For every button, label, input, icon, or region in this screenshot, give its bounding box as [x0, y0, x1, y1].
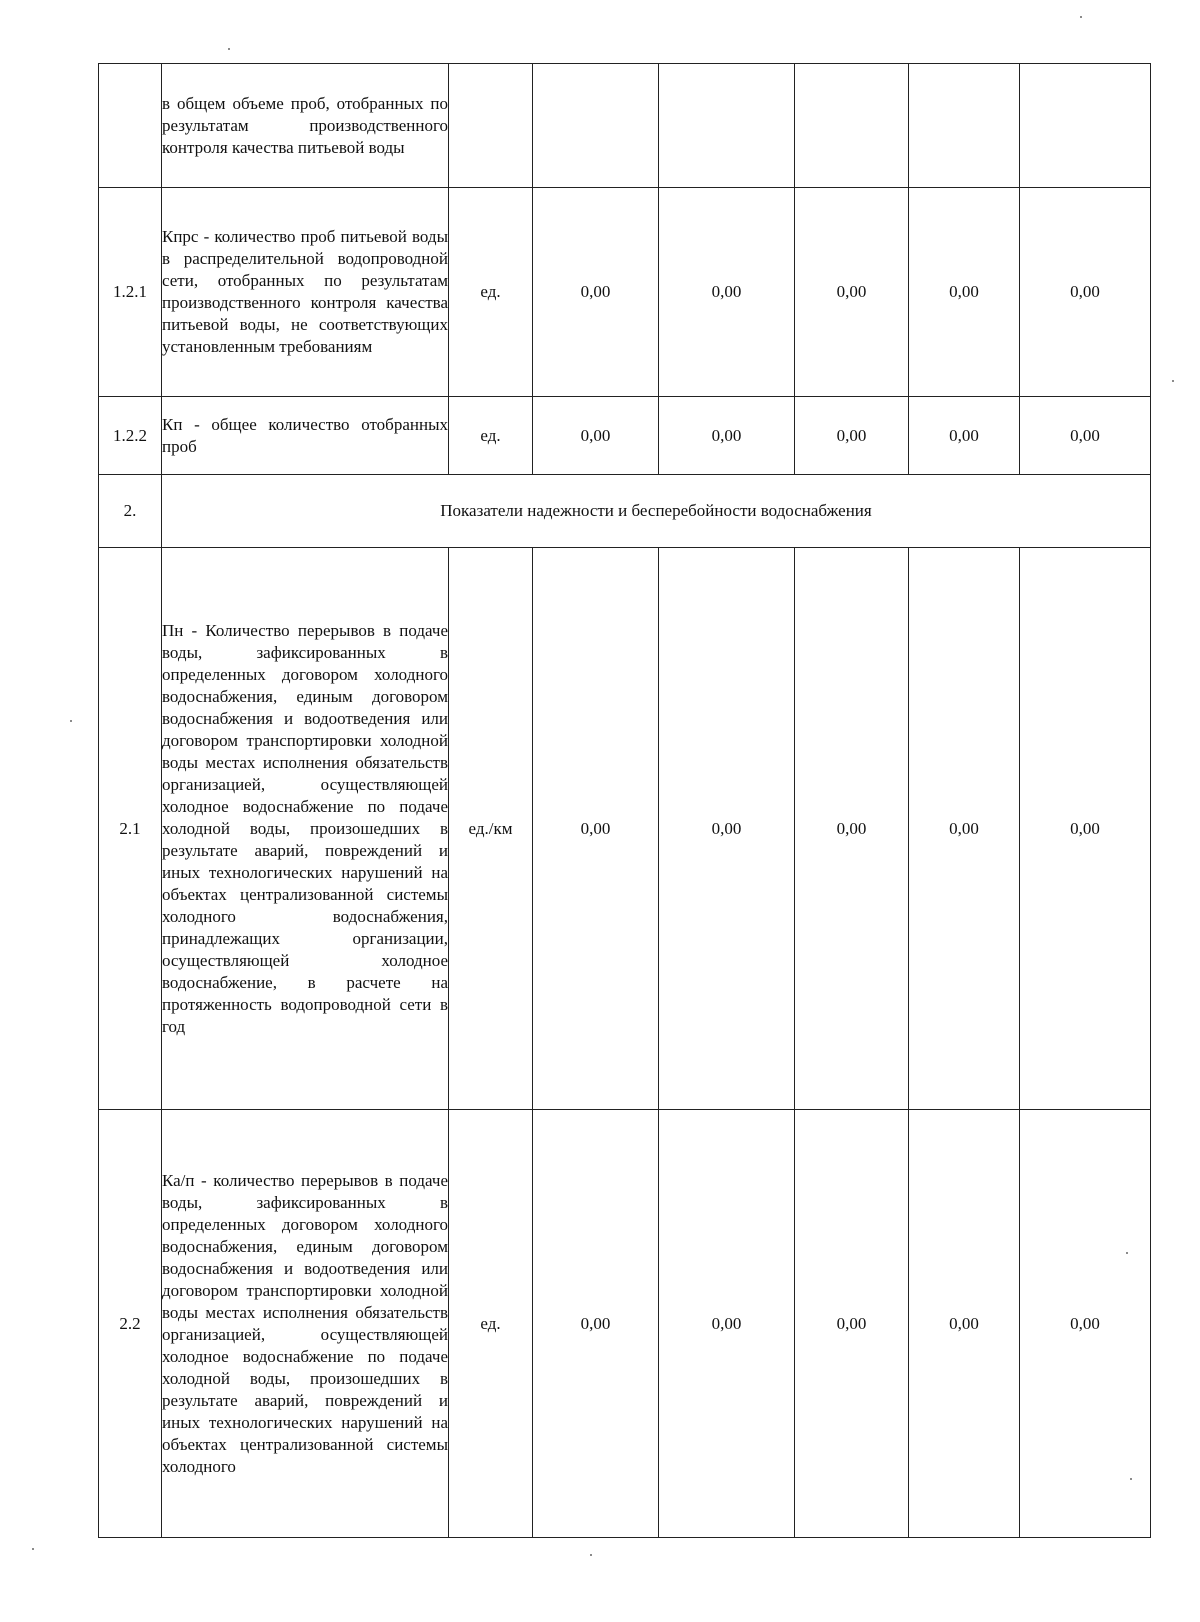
value-cell: 0,00: [1020, 548, 1151, 1110]
value-cell: 0,00: [659, 397, 795, 475]
scan-speck: [1130, 1478, 1132, 1480]
indicator-description: Кпрс - количество проб питьевой воды в распределительной водопроводной сети, отобранных по результатам производственного контроля качества питьевой воды, не соответствующих установленным требованиям: [162, 188, 449, 397]
table-row: [99, 548, 1151, 1110]
table-row: [99, 64, 1151, 188]
scan-speck: [32, 1548, 34, 1550]
indicator-description: Пн - Количество перерывов в подаче воды, зафиксированных в определенных договором холодного водоснабжения, единым договором водоснабжения и водоотведения или договором транспортировки холодной воды местах исполнения обязательств организацией, осуществляющей холодное водоснабжение по подаче холодной воды, произошедших в результате аварий, повреждений и иных технологических нарушений на объектах централизованной системы холодного водоснабжения, принадлежащих организации, осуществляющей холодное водоснабжение, в расчете на протяженность водопроводной сети в год: [162, 548, 449, 1110]
value-cell: 0,00: [795, 188, 909, 397]
unit-cell: ед.: [449, 1110, 533, 1538]
value-cell: 0,00: [909, 548, 1020, 1110]
value-cell: 0,00: [1020, 397, 1151, 475]
scan-speck: [1172, 380, 1174, 382]
scan-speck: [1126, 1252, 1128, 1254]
scan-speck: [590, 1554, 592, 1556]
unit-cell: [449, 64, 533, 188]
unit-cell: ед.: [449, 397, 533, 475]
section-row: [99, 475, 1151, 548]
value-cell: [533, 64, 659, 188]
scan-speck: [70, 720, 72, 722]
value-cell: 0,00: [659, 1110, 795, 1538]
value-cell: [659, 64, 795, 188]
value-cell: 0,00: [795, 548, 909, 1110]
value-cell: 0,00: [909, 397, 1020, 475]
value-cell: 0,00: [533, 1110, 659, 1538]
row-number: 2.1: [99, 548, 162, 1110]
indicator-description: в общем объеме проб, отобранных по результатам производственного контроля качества питьевой воды: [162, 64, 449, 188]
value-cell: 0,00: [909, 1110, 1020, 1538]
value-cell: 0,00: [533, 188, 659, 397]
table-row: [99, 397, 1151, 475]
row-number: 2.2: [99, 1110, 162, 1538]
unit-cell: ед./км: [449, 548, 533, 1110]
value-cell: 0,00: [909, 188, 1020, 397]
scan-speck: [228, 48, 230, 50]
table-row: [99, 1110, 1151, 1538]
value-cell: [795, 64, 909, 188]
table-row: [99, 188, 1151, 397]
scan-speck: [1080, 16, 1082, 18]
value-cell: 0,00: [533, 397, 659, 475]
value-cell: 0,00: [795, 397, 909, 475]
row-number: 1.2.1: [99, 188, 162, 397]
row-number: [99, 64, 162, 188]
value-cell: 0,00: [795, 1110, 909, 1538]
section-number: 2.: [99, 475, 162, 548]
indicator-description: Ка/п - количество перерывов в подаче воды, зафиксированных в определенных договором холодного водоснабжения, единым договором водоснабжения и водоотведения или договором транспортировки холодной воды местах исполнения обязательств организацией, осуществляющей холодное водоснабжение по подаче холодной воды, произошедших в результате аварий, повреждений и иных технологических нарушений на объектах централизованной системы холодного: [162, 1110, 449, 1538]
value-cell: 0,00: [533, 548, 659, 1110]
value-cell: [909, 64, 1020, 188]
row-number: 1.2.2: [99, 397, 162, 475]
indicator-description: Кп - общее количество отобранных проб: [162, 397, 449, 475]
unit-cell: ед.: [449, 188, 533, 397]
value-cell: 0,00: [1020, 188, 1151, 397]
indicators-table: [98, 63, 1151, 1538]
value-cell: [1020, 64, 1151, 188]
value-cell: 0,00: [659, 548, 795, 1110]
value-cell: 0,00: [659, 188, 795, 397]
section-title: Показатели надежности и бесперебойности водоснабжения: [162, 475, 1151, 548]
value-cell: 0,00: [1020, 1110, 1151, 1538]
